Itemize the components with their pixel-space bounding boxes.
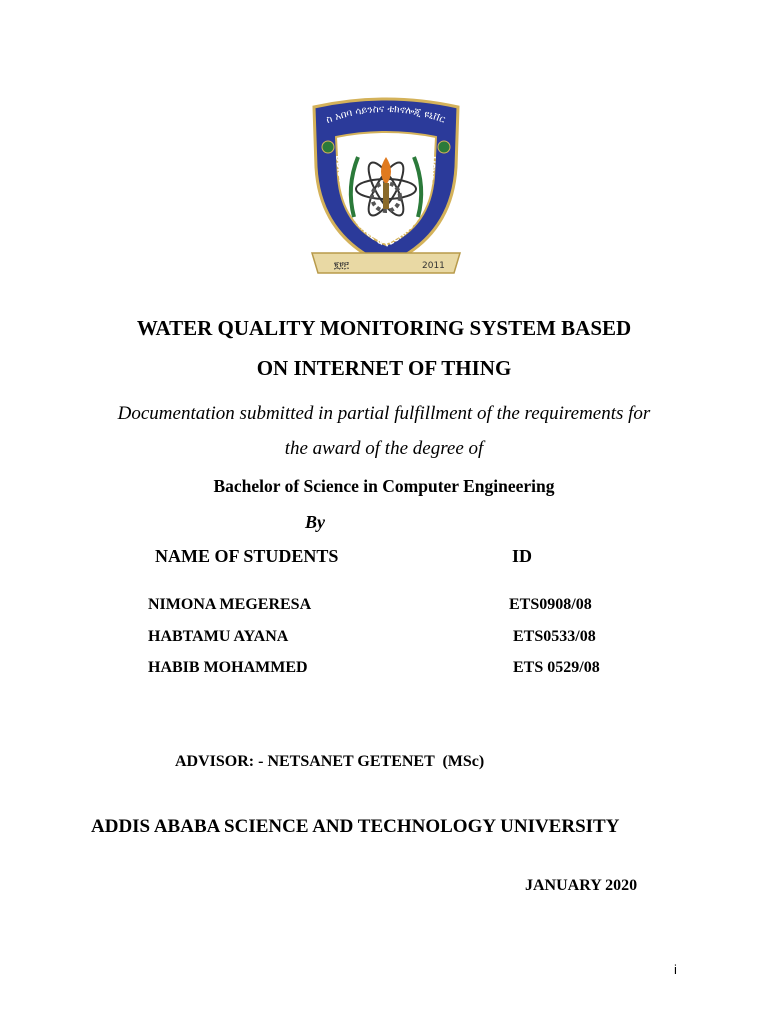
degree-name: Bachelor of Science in Computer Engineering [213,476,555,496]
document-title-line2: ON INTERNET OF THING [256,356,512,380]
university-logo [306,97,466,277]
student-id: ETS 0529/08 [513,659,600,676]
svg-text:2011: 2011 [422,261,445,271]
svg-text:፪፻፫: ፪፻፫ [334,261,349,271]
advisor-line: ADVISOR: - NETSANET GETENET (MSc) [175,753,485,770]
student-id: ETS0533/08 [513,628,596,645]
document-title-line1: WATER QUALITY MONITORING SYSTEM BASED [136,316,632,340]
university-name: ADDIS ABABA SCIENCE AND TECHNOLOGY UNIVERSITY [91,816,620,837]
student-name: HABTAMU AYANA [148,628,289,645]
svg-text:ADDIS ABABA SCIENCE & TECHNOLO: DDIS ABABA SCIENCE & TECHNOLOGY UNIVERSIT [334,154,439,250]
svg-text:አዲስ አበባ ሳይንስና ቴክኖሎጂ ዩኒቨርሲቲ: ስ አበባ ሳይንስና ቴክኖሎጂ ዩኒቨር [324,103,447,127]
page-number: i [674,962,677,977]
student-id: ETS0908/08 [509,596,592,613]
submission-date: JANUARY 2020 [525,877,638,894]
subtitle-line1: Documentation submitted in partial fulfillment of the requirements for [117,403,651,424]
university-seal-icon [306,97,466,277]
students-id-header: ID [512,546,533,566]
subtitle-line2: the award of the degree of [284,438,484,459]
student-name: NIMONA MEGERESA [148,596,312,613]
by-label: By [305,512,325,532]
student-name: HABIB MOHAMMED [148,659,308,676]
students-name-header: NAME OF STUDENTS [155,546,339,566]
